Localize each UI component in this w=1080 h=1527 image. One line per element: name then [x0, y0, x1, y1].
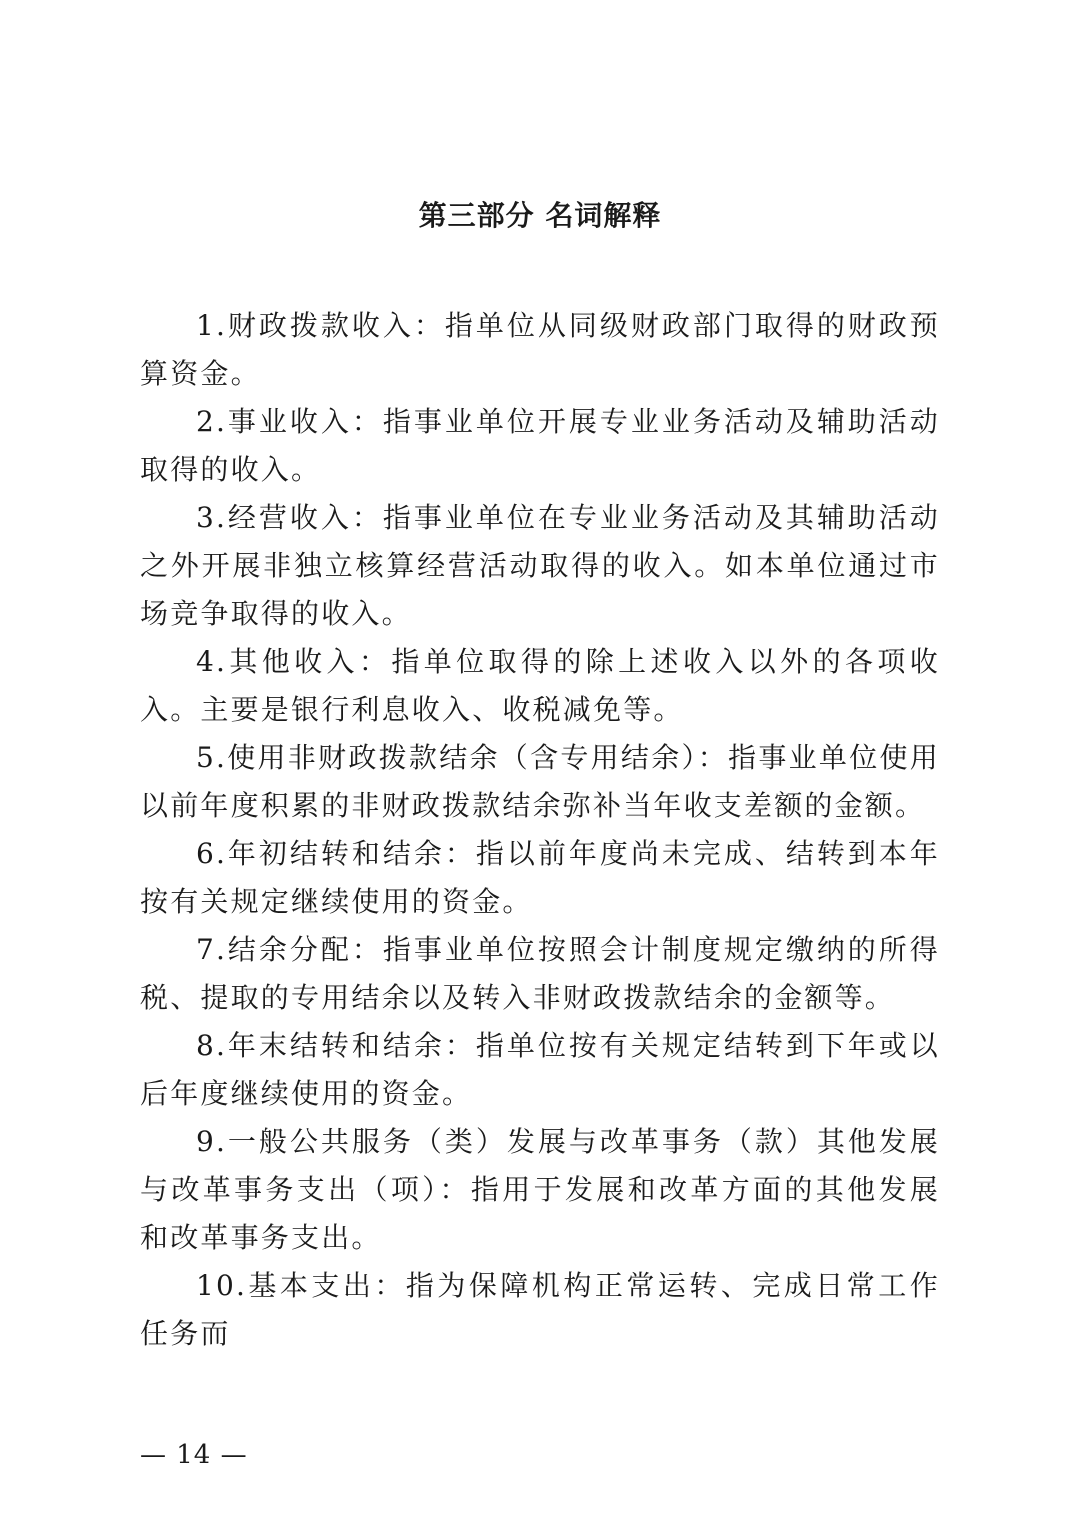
definition-paragraph: 2.事业收入：指事业单位开展专业业务活动及辅助活动取得的收入。	[140, 405, 940, 486]
definitions-list	[140, 302, 940, 1358]
definition-paragraph: 10.基本支出：指为保障机构正常运转、完成日常工作任务而	[140, 1269, 940, 1350]
definition-paragraph: 7.结余分配：指事业单位按照会计制度规定缴纳的所得税、提取的专用结余以及转入非财政拨款结余的金额等。	[140, 933, 940, 1014]
definition-paragraph: 9.一般公共服务（类）发展与改革事务（款）其他发展与改革事务支出（项）：指用于发展和改革方面的其他发展和改革事务支出。	[140, 1125, 940, 1254]
definition-paragraph: 3.经营收入：指事业单位在专业业务活动及其辅助活动之外开展非独立核算经营活动取得的收入。如本单位通过市场竞争取得的收入。	[140, 501, 940, 630]
definition-paragraph: 6.年初结转和结余：指以前年度尚未完成、结转到本年按有关规定继续使用的资金。	[140, 837, 940, 918]
page-number: — 14 —	[140, 1440, 248, 1470]
definition-paragraph: 1.财政拨款收入：指单位从同级财政部门取得的财政预算资金。	[140, 309, 940, 390]
definition-paragraph: 4.其他收入：指单位取得的除上述收入以外的各项收入。主要是银行利息收入、收税减免等。	[140, 645, 940, 726]
definition-paragraph: 5.使用非财政拨款结余（含专用结余）：指事业单位使用以前年度积累的非财政拨款结余弥补当年收支差额的金额。	[140, 741, 940, 822]
definition-paragraph: 8.年末结转和结余：指单位按有关规定结转到下年或以后年度继续使用的资金。	[140, 1029, 940, 1110]
page-title: 第三部分 名词解释	[418, 199, 662, 232]
